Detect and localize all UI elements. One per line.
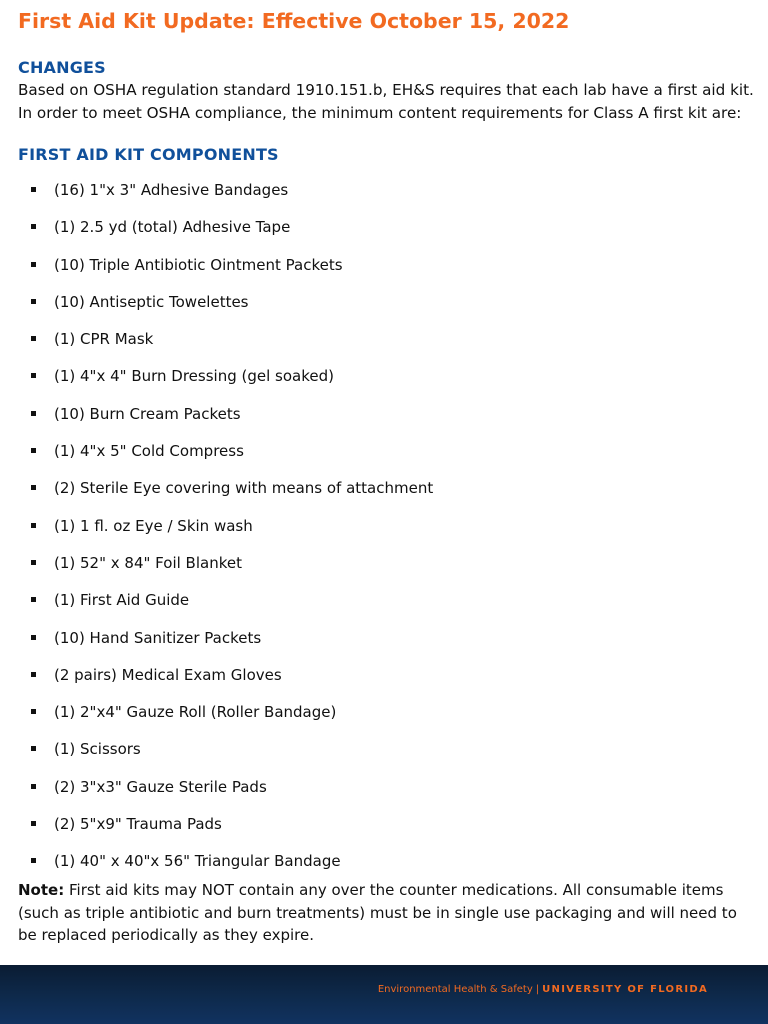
- list-item: [0, 735, 768, 772]
- bullet-icon: [31, 299, 36, 304]
- list-item-text: (1) 2"x4" Gauze Roll (Roller Bandage): [54, 703, 337, 722]
- bullet-icon: [31, 411, 36, 416]
- list-item: [0, 624, 768, 661]
- bullet-icon: [31, 448, 36, 453]
- list-item: [0, 362, 768, 399]
- changes-heading: CHANGES: [18, 58, 106, 77]
- note-label: Note:: [18, 881, 65, 899]
- list-item-text: (1) 2.5 yd (total) Adhesive Tape: [54, 218, 291, 237]
- list-item-text: (1) 52" x 84" Foil Blanket: [54, 553, 242, 572]
- list-item: [0, 773, 768, 810]
- page-title: First Aid Kit Update: Effective October 15, 2022: [18, 9, 570, 33]
- bullet-icon: [31, 336, 36, 341]
- list-item: [0, 661, 768, 698]
- bullet-icon: [31, 635, 36, 640]
- list-item-text: (1) 4"x 4" Burn Dressing (gel soaked): [54, 367, 334, 386]
- list-item-text: (1) 4"x 5" Cold Compress: [54, 442, 244, 461]
- list-item: [0, 251, 768, 288]
- bullet-icon: [31, 187, 36, 192]
- list-item-text: (2) 3"x3" Gauze Sterile Pads: [54, 777, 267, 796]
- list-item-text: (1) 40" x 40"x 56" Triangular Bandage: [54, 852, 341, 871]
- footer-separator: |: [535, 984, 540, 995]
- components-heading: FIRST AID KIT COMPONENTS: [18, 145, 279, 164]
- bullet-icon: [31, 709, 36, 714]
- list-item: [0, 810, 768, 847]
- bullet-icon: [31, 746, 36, 751]
- bullet-icon: [31, 858, 36, 863]
- bullet-icon: [31, 560, 36, 565]
- intro-line-1: Based on OSHA regulation standard 1910.151.b, EH&S requires that each lab have a first aid kit.: [18, 81, 754, 99]
- list-item-text: (2) 5"x9" Trauma Pads: [54, 815, 222, 834]
- list-item: [0, 288, 768, 325]
- list-item-text: (1) 1 fl. oz Eye / Skin wash: [54, 516, 253, 535]
- list-item: [0, 474, 768, 511]
- university-name: UNIVERSITY OF FLORIDA: [542, 984, 708, 995]
- list-item: [0, 400, 768, 437]
- list-item: [0, 437, 768, 474]
- list-item: [0, 586, 768, 623]
- department-name: Environmental Health & Safety: [377, 984, 533, 995]
- bullet-icon: [31, 373, 36, 378]
- bullet-icon: [31, 821, 36, 826]
- list-item: [0, 512, 768, 549]
- list-item-text: (10) Burn Cream Packets: [54, 404, 241, 423]
- list-item-text: (10) Triple Antibiotic Ointment Packets: [54, 255, 343, 274]
- list-item: [0, 698, 768, 735]
- list-item: [0, 549, 768, 586]
- intro-paragraph: [18, 79, 758, 125]
- bullet-icon: [31, 224, 36, 229]
- bullet-icon: [31, 485, 36, 490]
- bullet-icon: [31, 262, 36, 267]
- components-list: [0, 176, 768, 885]
- footer-credit: [378, 983, 708, 997]
- list-item-text: (1) Scissors: [54, 740, 141, 759]
- list-item-text: (1) First Aid Guide: [54, 591, 190, 610]
- list-item: [0, 213, 768, 250]
- list-item: [0, 325, 768, 362]
- list-item-text: (1) CPR Mask: [54, 330, 154, 349]
- bullet-icon: [31, 523, 36, 528]
- bullet-icon: [31, 597, 36, 602]
- bullet-icon: [31, 672, 36, 677]
- list-item-text: (10) Hand Sanitizer Packets: [54, 628, 262, 647]
- list-item-text: (2) Sterile Eye covering with means of attachment: [54, 479, 434, 498]
- note-paragraph: [18, 879, 758, 947]
- footer-bar: [0, 965, 768, 1024]
- list-item-text: (2 pairs) Medical Exam Gloves: [54, 665, 282, 684]
- note-text: First aid kits may NOT contain any over the counter medications. All consumable items (such as triple antibiotic and burn treatments) must be in single use packaging and will need to be replaced periodically as they expire.: [18, 881, 737, 944]
- intro-line-2: In order to meet OSHA compliance, the minimum content requirements for Class A first kit are:: [18, 104, 742, 122]
- list-item-text: (16) 1"x 3" Adhesive Bandages: [54, 181, 289, 199]
- bullet-icon: [31, 784, 36, 789]
- list-item: [0, 176, 768, 213]
- list-item-text: (10) Antiseptic Towelettes: [54, 292, 249, 311]
